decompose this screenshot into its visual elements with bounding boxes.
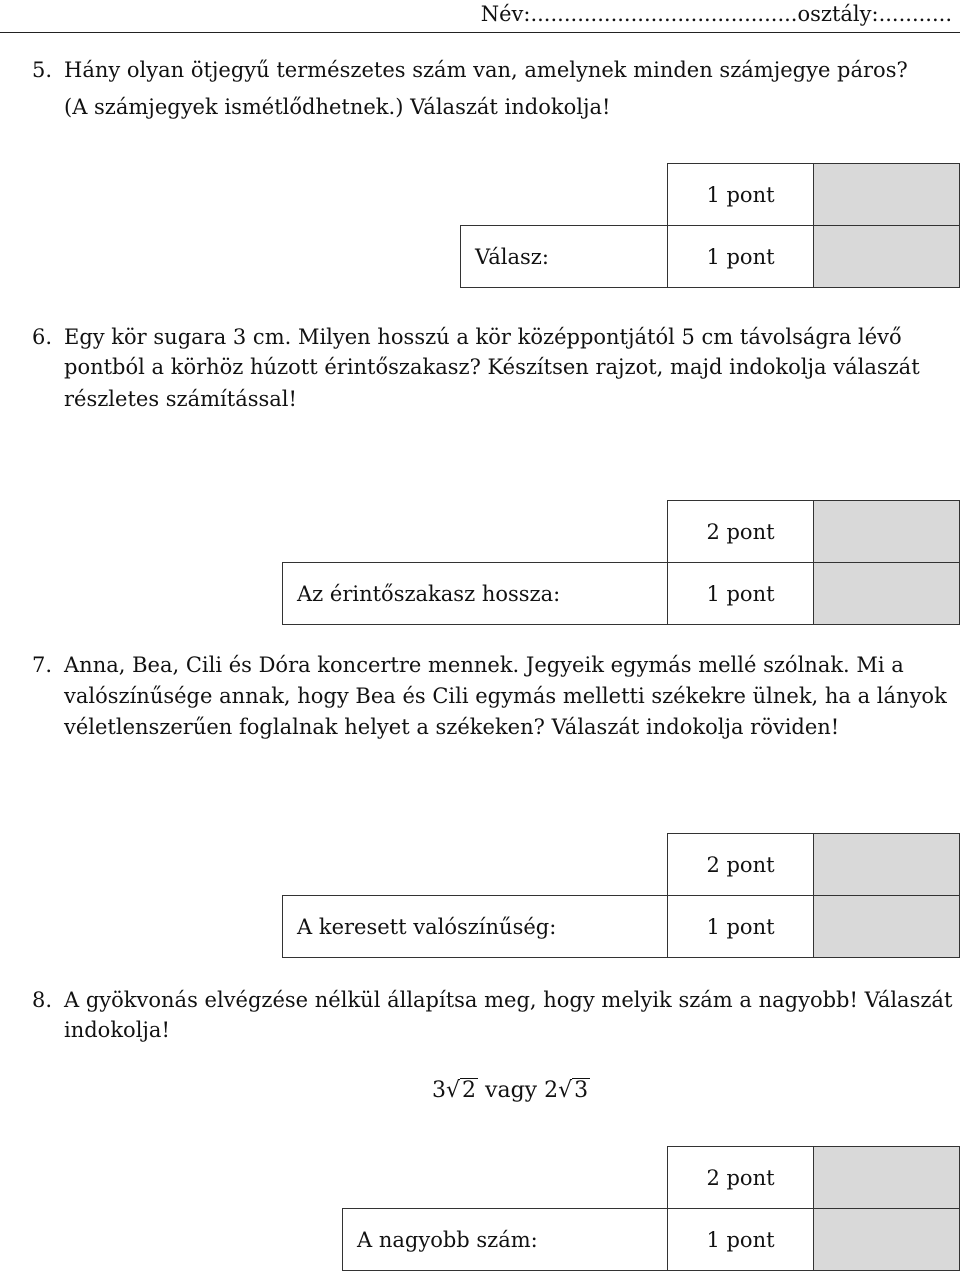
q6-points-2: 1 pont [668,563,814,625]
q6-points-1: 2 pont [668,501,814,563]
q8-line-2: indokolja! [64,1018,170,1042]
q8-line-1: A gyökvonás elvégzése nélkül állapítsa meg, hogy melyik szám a nagyobb! Válaszát [64,988,953,1012]
q5-line-2: (A számjegyek ismétlődhetnek.) Válaszát indokolja! [64,95,611,119]
connector-word: vagy [485,1078,538,1103]
q8-answer-label: A nagyobb szám: [343,1209,668,1271]
q7-score-box-2[interactable] [814,896,960,958]
q5-line-1: Hány olyan ötjegyű természetes szám van, amelynek minden számjegye páros? [64,58,908,82]
q6-line-1: Egy kör sugara 3 cm. Milyen hosszú a kör középpontjától 5 cm távolságra lévő [64,325,902,349]
q6-score-box-1[interactable] [814,501,960,563]
q5-score-box-2[interactable] [814,226,960,288]
q8-points-1: 2 pont [668,1147,814,1209]
q7-line-2: valószínűsége annak, hogy Bea és Cili egymás melletti székekre ülnek, ha a lányok [64,684,947,708]
q5-score-spacer [461,164,668,226]
q7-score-spacer [283,834,668,896]
page-header [0,0,960,33]
q7-line-1: Anna, Bea, Cili és Dóra koncertre mennek. Jegyeik egymás mellé szólnak. Mi a [64,653,904,677]
q7-score-table [282,833,960,958]
question-number-8: 8. [32,988,53,1012]
sqrt-sign-icon: √ [558,1078,573,1103]
q8-score-box-2[interactable] [814,1209,960,1271]
q7-score-box-1[interactable] [814,834,960,896]
q7-line-3: véletlenszerűen foglalnak helyet a székeken? Válaszát indokolja röviden! [64,715,840,739]
comparison-expression [432,1078,590,1103]
q8-score-box-1[interactable] [814,1147,960,1209]
q6-answer-label: Az érintőszakasz hossza: [283,563,668,625]
q5-answer-label: Válasz: [461,226,668,288]
second-radicand: 3 [574,1078,589,1103]
q7-answer-label: A keresett valószínűség: [283,896,668,958]
question-number-7: 7. [32,653,53,677]
q7-points-2: 1 pont [668,896,814,958]
q8-score-table [342,1146,960,1271]
q6-score-table [282,500,960,625]
q5-points-2: 1 pont [668,226,814,288]
q6-score-box-2[interactable] [814,563,960,625]
question-number-6: 6. [32,325,53,349]
sqrt-sign-icon: √ [446,1078,461,1103]
q7-points-1: 2 pont [668,834,814,896]
q6-line-2: pontból a körhöz húzott érintőszakasz? Készítsen rajzot, majd indokolja válaszát [64,355,920,379]
q5-points-1: 1 pont [668,164,814,226]
q8-score-spacer [343,1147,668,1209]
first-radicand: 2 [462,1078,477,1103]
question-number-5: 5. [32,58,53,82]
q5-score-table [460,163,960,288]
q6-line-3: részletes számítással! [64,387,297,411]
q8-points-2: 1 pont [668,1209,814,1271]
second-coefficient: 2 [544,1078,559,1103]
first-coefficient: 3 [432,1078,446,1103]
q6-score-spacer [283,501,668,563]
q5-score-box-1[interactable] [814,164,960,226]
name-class-line: Név:........................................osztály:........... [480,2,952,26]
